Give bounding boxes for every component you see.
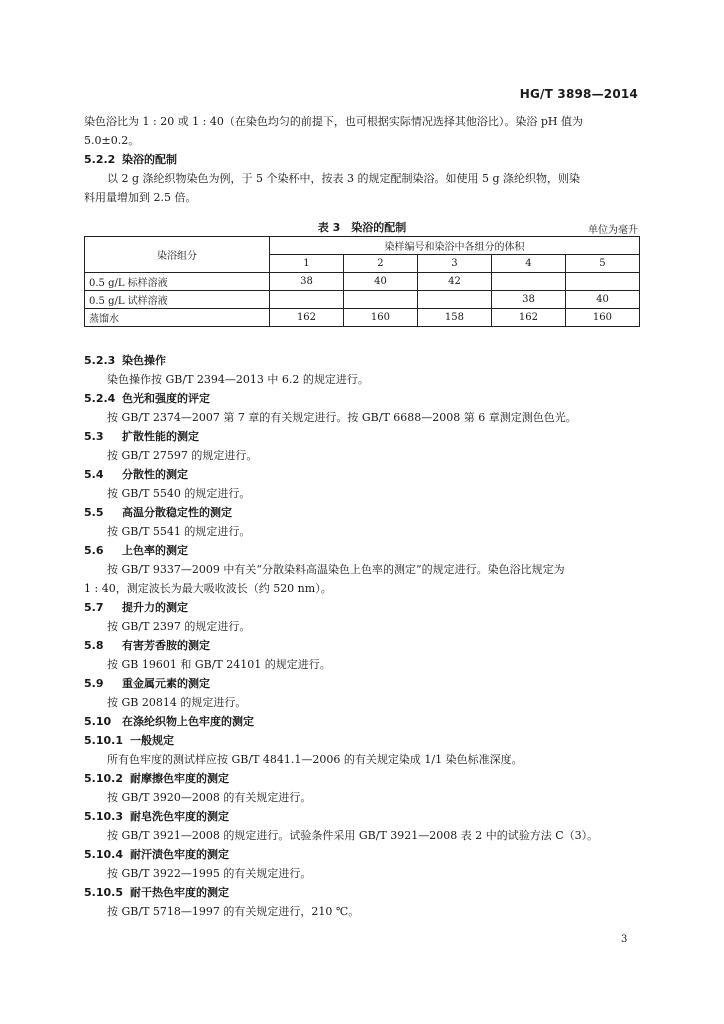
standard-code-header: HG/T 3898—2014 (519, 87, 638, 101)
s522-line-1: 以 2 g 涤纶织物染色为例，于 5 个染杯中，按表 3 的规定配制染浴。如使用 5 g 涤纶织物，则染 (107, 172, 581, 185)
table-cell: 38 (270, 273, 344, 291)
table-row (85, 309, 640, 327)
section-body-line: 按 GB/T 5541 的规定进行。 (107, 525, 251, 538)
table-cell (491, 273, 565, 291)
section-title: 一般规定 (130, 734, 174, 747)
section-heading (84, 715, 254, 729)
section-title: 色光和强度的评定 (122, 392, 210, 405)
section-body-line: 按 GB/T 3921—2008 的规定进行。试验条件采用 GB/T 3921—2008 表 2 中的试验方法 C（3）。 (107, 829, 599, 842)
section-number: 5.2.3 (84, 354, 116, 367)
section-title: 重金属元素的测定 (122, 677, 210, 690)
section-heading (84, 468, 188, 482)
section-number: 5.10.5 (84, 886, 123, 899)
row-label: 0.5 g/L 标样溶液 (85, 273, 270, 291)
section-title: 染色操作 (122, 354, 166, 367)
sample-number: 5 (565, 255, 639, 273)
table-cell (270, 291, 344, 309)
section-title: 扩散性能的测定 (122, 430, 199, 443)
section-body-line: 按 GB/T 2374—2007 第 7 章的有关规定进行。按 GB/T 6688—2008 第 6 章测定测色色光。 (107, 411, 577, 424)
section-body-line: 按 GB/T 5718—1997 的有关规定进行，210 ℃。 (107, 905, 360, 918)
section-number: 5.2.2 (84, 153, 116, 166)
dye-bath-table (84, 236, 640, 327)
section-body-line: 按 GB/T 27597 的规定进行。 (107, 449, 258, 462)
section-heading (84, 430, 199, 444)
section-body-line: 按 GB/T 9337—2009 中有关“分散染料高温染色上色率的测定”的规定进行。染色浴比规定为 (107, 563, 565, 576)
sample-number: 1 (270, 255, 344, 273)
section-heading (84, 848, 229, 862)
section-heading (84, 677, 210, 691)
section-number: 5.7 (84, 601, 104, 614)
table-cell: 160 (343, 309, 417, 327)
section-title: 分散性的测定 (122, 468, 188, 481)
section-5-2-2-heading (84, 153, 177, 167)
section-body-line: 按 GB/T 2397 的规定进行。 (107, 620, 251, 633)
s522-line-2: 料用量增加到 2.5 倍。 (84, 191, 197, 204)
section-title: 高温分散稳定性的测定 (122, 506, 232, 519)
table-caption: 表 3 染浴的配制 (317, 221, 407, 234)
section-body-line: 按 GB 20814 的规定进行。 (107, 696, 247, 709)
section-title: 提升力的测定 (122, 601, 188, 614)
sample-number: 3 (417, 255, 491, 273)
section-number: 5.10.2 (84, 772, 123, 785)
intro-line-2: 5.0±0.2。 (84, 134, 140, 147)
section-body-line: 按 GB/T 3922—1995 的有关规定进行。 (107, 867, 312, 880)
section-title: 耐摩擦色牢度的测定 (130, 772, 229, 785)
table-cell: 38 (491, 291, 565, 309)
section-number: 5.9 (84, 677, 104, 690)
section-number: 5.2.4 (84, 392, 116, 405)
table-cell: 160 (565, 309, 639, 327)
section-number: 5.10.3 (84, 810, 123, 823)
section-number: 5.10.1 (84, 734, 123, 747)
section-heading (84, 734, 174, 748)
table-header-row (85, 237, 640, 255)
table-row (85, 291, 640, 309)
section-number: 5.3 (84, 430, 104, 443)
volume-group-header: 染样编号和染浴中各组分的体积 (270, 237, 640, 255)
section-body-line: 按 GB/T 5540 的规定进行。 (107, 487, 251, 500)
table-cell: 158 (417, 309, 491, 327)
table-unit: 单位为毫升 (588, 225, 638, 236)
section-heading (84, 544, 188, 558)
section-body-line: 所有色牢度的测试样应按 GB/T 4841.1—2006 的有关规定染成 1/1 染色标准深度。 (107, 753, 523, 766)
section-title: 耐干热色牢度的测定 (130, 886, 229, 899)
section-heading (84, 392, 210, 406)
section-number: 5.8 (84, 639, 104, 652)
section-heading (84, 601, 188, 615)
section-body-line: 染色操作按 GB/T 2394—2013 中 6.2 的规定进行。 (107, 373, 369, 386)
section-heading (84, 354, 166, 368)
table-cell (565, 273, 639, 291)
section-body-line: 按 GB 19601 和 GB/T 24101 的规定进行。 (107, 658, 331, 671)
table-row (85, 273, 640, 291)
row-label: 蒸馏水 (85, 309, 270, 327)
section-title: 在涤纶织物上色牢度的测定 (122, 715, 254, 728)
table-cell (343, 291, 417, 309)
section-number: 5.5 (84, 506, 104, 519)
sample-number: 4 (491, 255, 565, 273)
section-number: 5.10 (84, 715, 112, 728)
section-title: 耐汗渍色牢度的测定 (130, 848, 229, 861)
table-cell: 42 (417, 273, 491, 291)
row-label: 0.5 g/L 试样溶液 (85, 291, 270, 309)
section-heading (84, 639, 210, 653)
table-cell: 162 (491, 309, 565, 327)
table-cell: 40 (565, 291, 639, 309)
page-number: 3 (621, 934, 628, 945)
section-heading (84, 810, 229, 824)
component-header: 染浴组分 (85, 237, 270, 273)
section-number: 5.6 (84, 544, 104, 557)
section-number: 5.4 (84, 468, 104, 481)
section-title: 染浴的配制 (122, 153, 177, 166)
section-title: 耐皂洗色牢度的测定 (130, 810, 229, 823)
section-title: 有害芳香胺的测定 (122, 639, 210, 652)
table-cell: 40 (343, 273, 417, 291)
table-cell: 162 (270, 309, 344, 327)
section-heading (84, 772, 229, 786)
section-heading (84, 506, 232, 520)
table-cell (417, 291, 491, 309)
section-title: 上色率的测定 (122, 544, 188, 557)
section-body-line: 1 : 40，测定波长为最大吸收波长（约 520 nm）。 (84, 582, 332, 595)
section-number: 5.10.4 (84, 848, 123, 861)
section-body-line: 按 GB/T 3920—2008 的有关规定进行。 (107, 791, 312, 804)
intro-line-1: 染色浴比为 1 : 20 或 1 : 40（在染色均匀的前提下，也可根据实际情况选择其他浴比）。染浴 pH 值为 (84, 115, 584, 128)
section-heading (84, 886, 229, 900)
sample-number: 2 (343, 255, 417, 273)
